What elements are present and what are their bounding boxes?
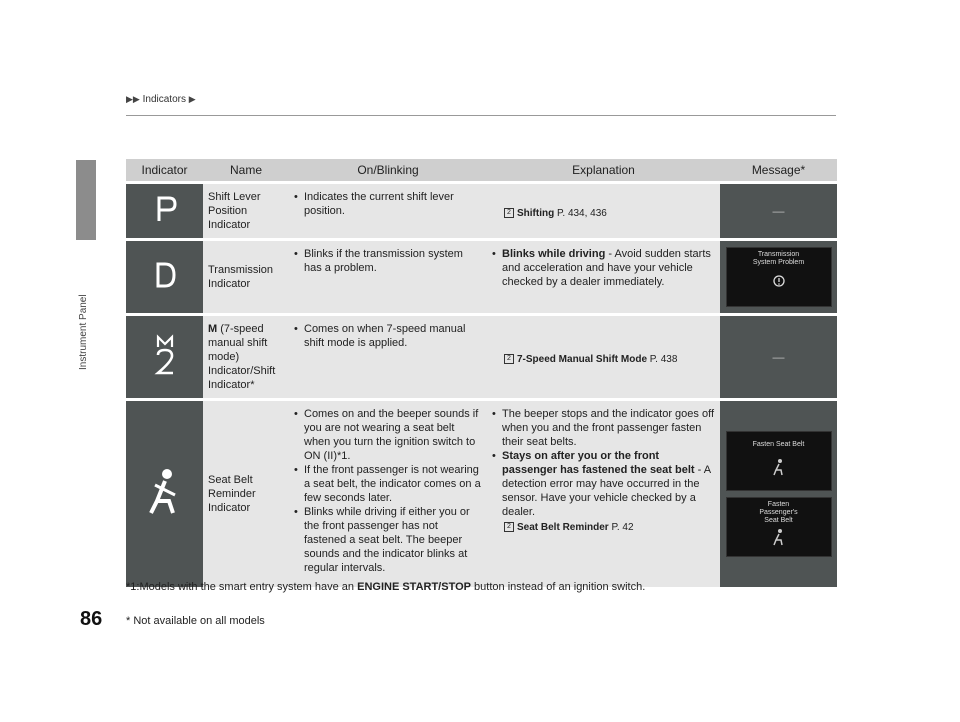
name-text: (7-speed manual shift mode) Indicator/Shift Indicator* bbox=[208, 323, 276, 391]
cross-reference-link[interactable] bbox=[504, 207, 715, 221]
list-item: Indicates the current shift lever position. bbox=[304, 191, 454, 217]
breadcrumb[interactable] bbox=[126, 94, 196, 105]
table-row bbox=[126, 241, 837, 313]
footnote-availability: * Not available on all models bbox=[126, 615, 265, 627]
breadcrumb-arrow-icon: ▶▶ bbox=[126, 94, 140, 104]
header-rule bbox=[126, 115, 836, 116]
header-name: Name bbox=[203, 159, 289, 181]
explanation-bold: Blinks while driving bbox=[502, 248, 606, 260]
message-screen bbox=[726, 497, 832, 557]
message-cell bbox=[720, 184, 837, 238]
name-cell: Transmission Indicator bbox=[203, 241, 289, 313]
reference-icon: 2 bbox=[504, 208, 514, 218]
header-message: Message* bbox=[720, 159, 837, 181]
list-item: Blinks while driving if either you or the front passenger has not fastened a seat belt. The beeper sounds and the indicator blinks at regular intervals. bbox=[304, 506, 470, 574]
indicator-cell bbox=[126, 316, 203, 398]
seat-belt-icon bbox=[145, 467, 185, 517]
list-item: If the front passenger is not wearing a seat belt, the indicator comes on a few seconds later. bbox=[304, 464, 481, 504]
transmission-d-icon bbox=[150, 260, 180, 290]
list-item: Comes on when 7-speed manual shift mode is applied. bbox=[304, 323, 466, 349]
message-screen bbox=[726, 431, 832, 491]
footnote-ignition bbox=[126, 581, 645, 593]
ref-title: 7-Speed Manual Shift Mode bbox=[517, 354, 648, 365]
explanation-cell: • Blinks while driving - Avoid sudden starts and acceleration and have your vehicle checked by a dealer immediately. bbox=[487, 241, 720, 313]
name-cell: Seat Belt Reminder Indicator bbox=[203, 401, 289, 587]
list-item: Comes on and the beeper sounds if you are not wearing a seat belt when you turn the ignition switch to ON (II)*1. bbox=[304, 408, 479, 462]
message-dash: — bbox=[772, 349, 785, 364]
explanation-text: - A detection error may have occurred in the sensor. Have your vehicle checked by a dealer. bbox=[502, 464, 711, 518]
ref-pages: P. 438 bbox=[649, 354, 678, 365]
explanation-text: The beeper stops and the indicator goes off when you and the front passenger fasten their seat belts. bbox=[502, 408, 714, 448]
explanation-cell bbox=[487, 316, 720, 398]
list-item: Blinks if the transmission system has a problem. bbox=[304, 248, 463, 274]
message-cell bbox=[720, 401, 837, 587]
header-indicator: Indicator bbox=[126, 159, 203, 181]
name-cell bbox=[203, 316, 289, 398]
side-label: Instrument Panel bbox=[78, 294, 89, 370]
indicator-cell bbox=[126, 184, 203, 238]
ref-pages: P. 42 bbox=[611, 522, 634, 533]
screen-title: Fasten Seat Belt bbox=[752, 441, 805, 448]
screen-title: Fasten Passenger's Seat Belt bbox=[759, 501, 798, 524]
on-blinking-cell: • Comes on and the beeper sounds if you are not wearing a seat belt when you turn the ignition switch to ON (II)*1. • If the front passenger is not wearing a seat belt, the indicator comes on a few seconds later. • Blinks while driving if either you or the front passenger has not fastened a seat belt. The beeper sounds and the indicator blinks at regular intervals. bbox=[289, 401, 487, 587]
explanation-bold: Stays on after you or the front passenger has fastened the seat belt bbox=[502, 450, 695, 476]
explanation-cell bbox=[487, 184, 720, 238]
footnote-text: button instead of an ignition switch. bbox=[471, 581, 646, 593]
manual-shift-m-icon bbox=[150, 333, 180, 377]
section-tab bbox=[76, 160, 96, 240]
shift-lever-p-icon bbox=[150, 194, 180, 224]
message-cell bbox=[720, 241, 837, 313]
explanation-text: - Avoid sudden starts and acceleration and have your vehicle checked by a dealer immediately. bbox=[502, 248, 711, 288]
on-blinking-cell: • Indicates the current shift lever position. bbox=[289, 184, 487, 238]
breadcrumb-arrow-icon: ▶ bbox=[188, 94, 196, 104]
breadcrumb-label: Indicators bbox=[142, 94, 186, 105]
footnote-text: *1:Models with the smart entry system have an bbox=[126, 581, 358, 593]
name-cell: Shift Lever Position Indicator bbox=[203, 184, 289, 238]
explanation-cell: • The beeper stops and the indicator goes off when you and the front passenger fasten their seat belts. • Stays on after you or the front passenger has fastened the seat belt - A detection error may have occurred in the sensor. Have your vehicle checked by a dealer. 2 Seat Belt Reminder P. 42 bbox=[487, 401, 720, 587]
name-bold: M bbox=[208, 323, 218, 335]
ref-title: Seat Belt Reminder bbox=[517, 522, 609, 533]
message-cell bbox=[720, 316, 837, 398]
on-blinking-cell: • Comes on when 7-speed manual shift mode is applied. bbox=[289, 316, 487, 398]
message-dash: — bbox=[772, 203, 785, 218]
warning-gear-icon bbox=[771, 273, 787, 289]
indicator-cell bbox=[126, 401, 203, 587]
table-row bbox=[126, 401, 837, 587]
on-blinking-cell: • Blinks if the transmission system has a problem. bbox=[289, 241, 487, 313]
indicator-table bbox=[126, 156, 837, 590]
reference-icon: 2 bbox=[504, 354, 514, 364]
indicator-cell bbox=[126, 241, 203, 313]
header-on-blinking: On/Blinking bbox=[289, 159, 487, 181]
reference-icon: 2 bbox=[504, 522, 514, 532]
cross-reference-link[interactable] bbox=[504, 521, 715, 535]
header-explanation: Explanation bbox=[487, 159, 720, 181]
seat-belt-small-icon bbox=[772, 528, 786, 546]
footnote-bold: ENGINE START/STOP bbox=[357, 581, 471, 593]
page-number: 86 bbox=[80, 608, 103, 630]
message-screen bbox=[726, 247, 832, 307]
ref-title: Shifting bbox=[517, 208, 555, 219]
seat-belt-small-icon bbox=[772, 458, 786, 476]
cross-reference-link[interactable] bbox=[504, 353, 715, 367]
screen-title: Transmission System Problem bbox=[752, 251, 805, 266]
ref-pages: P. 434, 436 bbox=[557, 208, 607, 219]
table-row bbox=[126, 316, 837, 398]
table-row bbox=[126, 184, 837, 238]
